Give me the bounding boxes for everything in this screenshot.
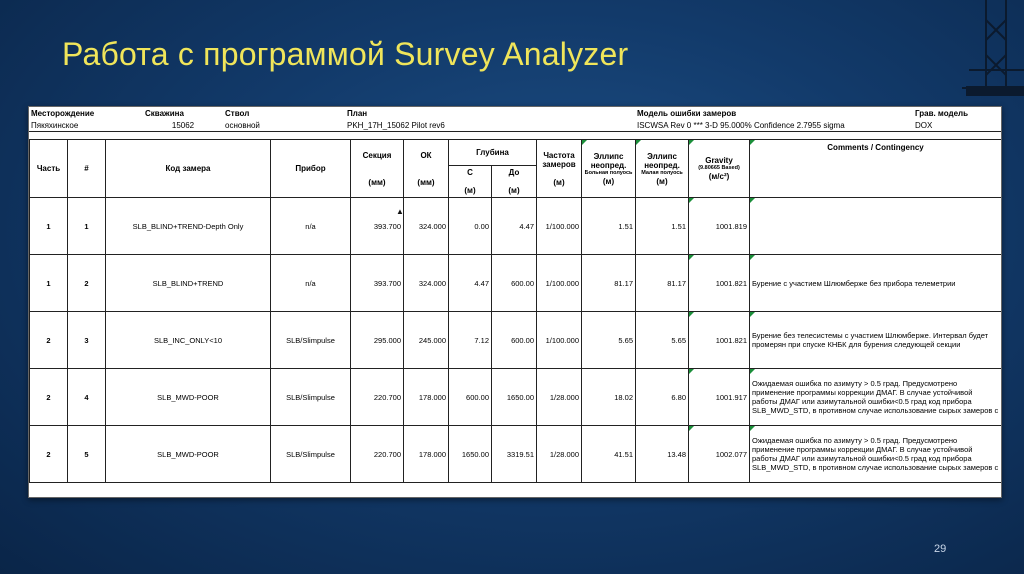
cell-part: 2 [30, 369, 68, 426]
cell-tool: SLB/Slimpulse [271, 369, 351, 426]
cell-freq: 1/28.000 [537, 369, 582, 426]
cell-ok: 245.000 [404, 312, 449, 369]
header-ok-unit: (мм) [417, 177, 435, 187]
cell-num: 5 [68, 426, 106, 483]
cell-from: 4.47 [449, 255, 492, 312]
header-to-label: До [508, 168, 520, 177]
bore-label: Ствол [225, 108, 250, 118]
cell-ellipse-major: 5.65 [582, 312, 636, 369]
header-ok [404, 140, 449, 198]
page-number: 29 [934, 543, 947, 555]
header-section-unit: (мм) [368, 177, 386, 187]
cell-num: 2 [68, 255, 106, 312]
cell-tool: n/a [271, 198, 351, 255]
table-row [30, 312, 1002, 369]
cell-from: 1650.00 [449, 426, 492, 483]
header-part: Часть [30, 140, 68, 198]
header-ellipse-minor [636, 140, 689, 198]
cell-gravity: 1002.077 [689, 426, 750, 483]
cell-code: SLB_BLIND+TREND-Depth Only [106, 198, 271, 255]
cell-section: 393.700 [351, 198, 404, 255]
cell-tool: SLB/Slimpulse [271, 426, 351, 483]
cell-freq: 1/100.000 [537, 312, 582, 369]
header-ellipse-major-unit: (м) [602, 176, 615, 186]
header-ellipse-major-sub: Больная полуось [584, 169, 633, 176]
cell-comment: Ожидаемая ошибка по азимуту > 0.5 град. Предусмотрено применение программы коррекции ДМАГ. В случае устойчивой работы ДМАГ или азимутальной ошибки<0.5 град код прибора SLB_MWD_STD, в противном случае использование сырых замеров с [750, 369, 1002, 426]
cell-to: 1650.00 [492, 369, 537, 426]
survey-data-table [29, 139, 1002, 483]
survey-table-sheet [28, 106, 1002, 498]
header-freq-unit: (м) [553, 177, 565, 187]
table-row [30, 198, 1002, 255]
cell-comment: Бурение без телесистемы с участием Шлюмберже. Интервал будет промерян при спуске КНБК для бурения следующей секции [750, 312, 1002, 369]
cell-gravity: 1001.819 [689, 198, 750, 255]
header-from-label: С [467, 168, 473, 177]
header-ellipse-major [582, 140, 636, 198]
header-from-unit: (м) [464, 186, 476, 195]
cell-gravity: 1001.821 [689, 255, 750, 312]
table-row [30, 426, 1002, 483]
cell-ok: 178.000 [404, 426, 449, 483]
cell-num: 3 [68, 312, 106, 369]
model-value: ISCWSA Rev 0 *** 3-D 95.000% Confidence 2.7955 sigma [635, 119, 913, 132]
header-gravity-label: Gravity [705, 156, 733, 165]
cell-ellipse-minor: 5.65 [636, 312, 689, 369]
cell-freq: 1/28.000 [537, 426, 582, 483]
cell-ellipse-major: 1.51 [582, 198, 636, 255]
cell-ok: 324.000 [404, 255, 449, 312]
cell-ellipse-minor: 13.48 [636, 426, 689, 483]
plan-label: План [347, 108, 368, 118]
header-ok-label: ОК [420, 150, 432, 160]
cell-to: 3319.51 [492, 426, 537, 483]
cell-code: SLB_BLIND+TREND [106, 255, 271, 312]
bore-value: основной [223, 119, 345, 132]
cell-from: 7.12 [449, 312, 492, 369]
cell-ok: 324.000 [404, 198, 449, 255]
model-label: Модель ошибки замеров [637, 108, 737, 118]
cell-ellipse-minor: 6.80 [636, 369, 689, 426]
cell-to: 600.00 [492, 312, 537, 369]
well-info-table [29, 107, 1001, 132]
cell-from: 600.00 [449, 369, 492, 426]
cell-ellipse-minor: 1.51 [636, 198, 689, 255]
cell-section: 393.700 [351, 255, 404, 312]
cell-ellipse-major: 41.51 [582, 426, 636, 483]
header-num: # [68, 140, 106, 198]
cell-comment: Бурение с участием Шлюмберже без прибора телеметрии [750, 255, 1002, 312]
cell-part: 1 [30, 255, 68, 312]
cell-freq: 1/100.000 [537, 198, 582, 255]
header-ellipse-minor-label: Эллипс неопред. [644, 151, 680, 170]
plan-value: PKH_17H_15062 Pilot rev6 [345, 119, 635, 132]
cell-section: 220.700 [351, 426, 404, 483]
header-tool: Прибор [271, 140, 351, 198]
grav-label: Грав. модель [915, 108, 969, 118]
header-gravity-sub: (9.80665 Based) [698, 165, 740, 171]
well-value: 15062 [143, 119, 223, 132]
header-from [449, 166, 492, 198]
cell-tool: SLB/Slimpulse [271, 312, 351, 369]
header-gravity-unit: (м/с²) [708, 172, 730, 181]
drilling-rig-icon [874, 0, 1024, 110]
header-to [492, 166, 537, 198]
cell-to: 4.47 [492, 198, 537, 255]
cursor-arrow-icon: ▲ [396, 207, 404, 216]
cell-gravity: 1001.917 [689, 369, 750, 426]
cell-code: SLB_MWD-POOR [106, 426, 271, 483]
cell-part: 2 [30, 426, 68, 483]
cell-section: 295.000 [351, 312, 404, 369]
cell-part: 2 [30, 312, 68, 369]
header-ellipse-minor-sub: Малая полуось [641, 169, 683, 176]
cell-freq: 1/100.000 [537, 255, 582, 312]
cell-comment: Ожидаемая ошибка по азимуту > 0.5 град. Предусмотрено применение программы коррекции ДМАГ. В случае устойчивой работы ДМАГ или азимутальной ошибки<0.5 град код прибора SLB_MWD_STD, в противном случае использование сырых замеров с [750, 426, 1002, 483]
field-label: Месторождение [31, 108, 95, 118]
header-ellipse-minor-unit: (м) [656, 176, 668, 186]
field-value: Пякяхинское [29, 119, 143, 132]
cell-num: 1 [68, 198, 106, 255]
survey-rows [30, 198, 1002, 483]
header-to-unit: (м) [508, 186, 520, 195]
header-code: Код замера [106, 140, 271, 198]
cell-num: 4 [68, 369, 106, 426]
cell-ellipse-major: 81.17 [582, 255, 636, 312]
header-depth: Глубина [449, 140, 537, 166]
well-label: Скважина [145, 108, 184, 118]
header-section [351, 140, 404, 198]
cell-ok: 178.000 [404, 369, 449, 426]
cell-part: 1 [30, 198, 68, 255]
cell-gravity: 1001.821 [689, 312, 750, 369]
header-freq [537, 140, 582, 198]
table-row [30, 255, 1002, 312]
cell-comment [750, 198, 1002, 255]
header-section-label: Секция [362, 150, 392, 160]
cell-from: 0.00 [449, 198, 492, 255]
cell-code: SLB_MWD-POOR [106, 369, 271, 426]
cell-to: 600.00 [492, 255, 537, 312]
cell-code: SLB_INC_ONLY<10 [106, 312, 271, 369]
table-row [30, 369, 1002, 426]
cell-ellipse-major: 18.02 [582, 369, 636, 426]
cell-tool: n/a [271, 255, 351, 312]
header-ellipse-major-label: Эллипс неопред. [590, 151, 627, 170]
grav-value: DOX [913, 119, 1001, 132]
slide-title: Работа с программой Survey Analyzer [62, 36, 629, 72]
cell-ellipse-minor: 81.17 [636, 255, 689, 312]
header-gravity [689, 140, 750, 198]
cell-section: 220.700 [351, 369, 404, 426]
header-comments: Comments / Contingency [750, 140, 1002, 198]
header-freq-label: Частота замеров [542, 150, 576, 169]
